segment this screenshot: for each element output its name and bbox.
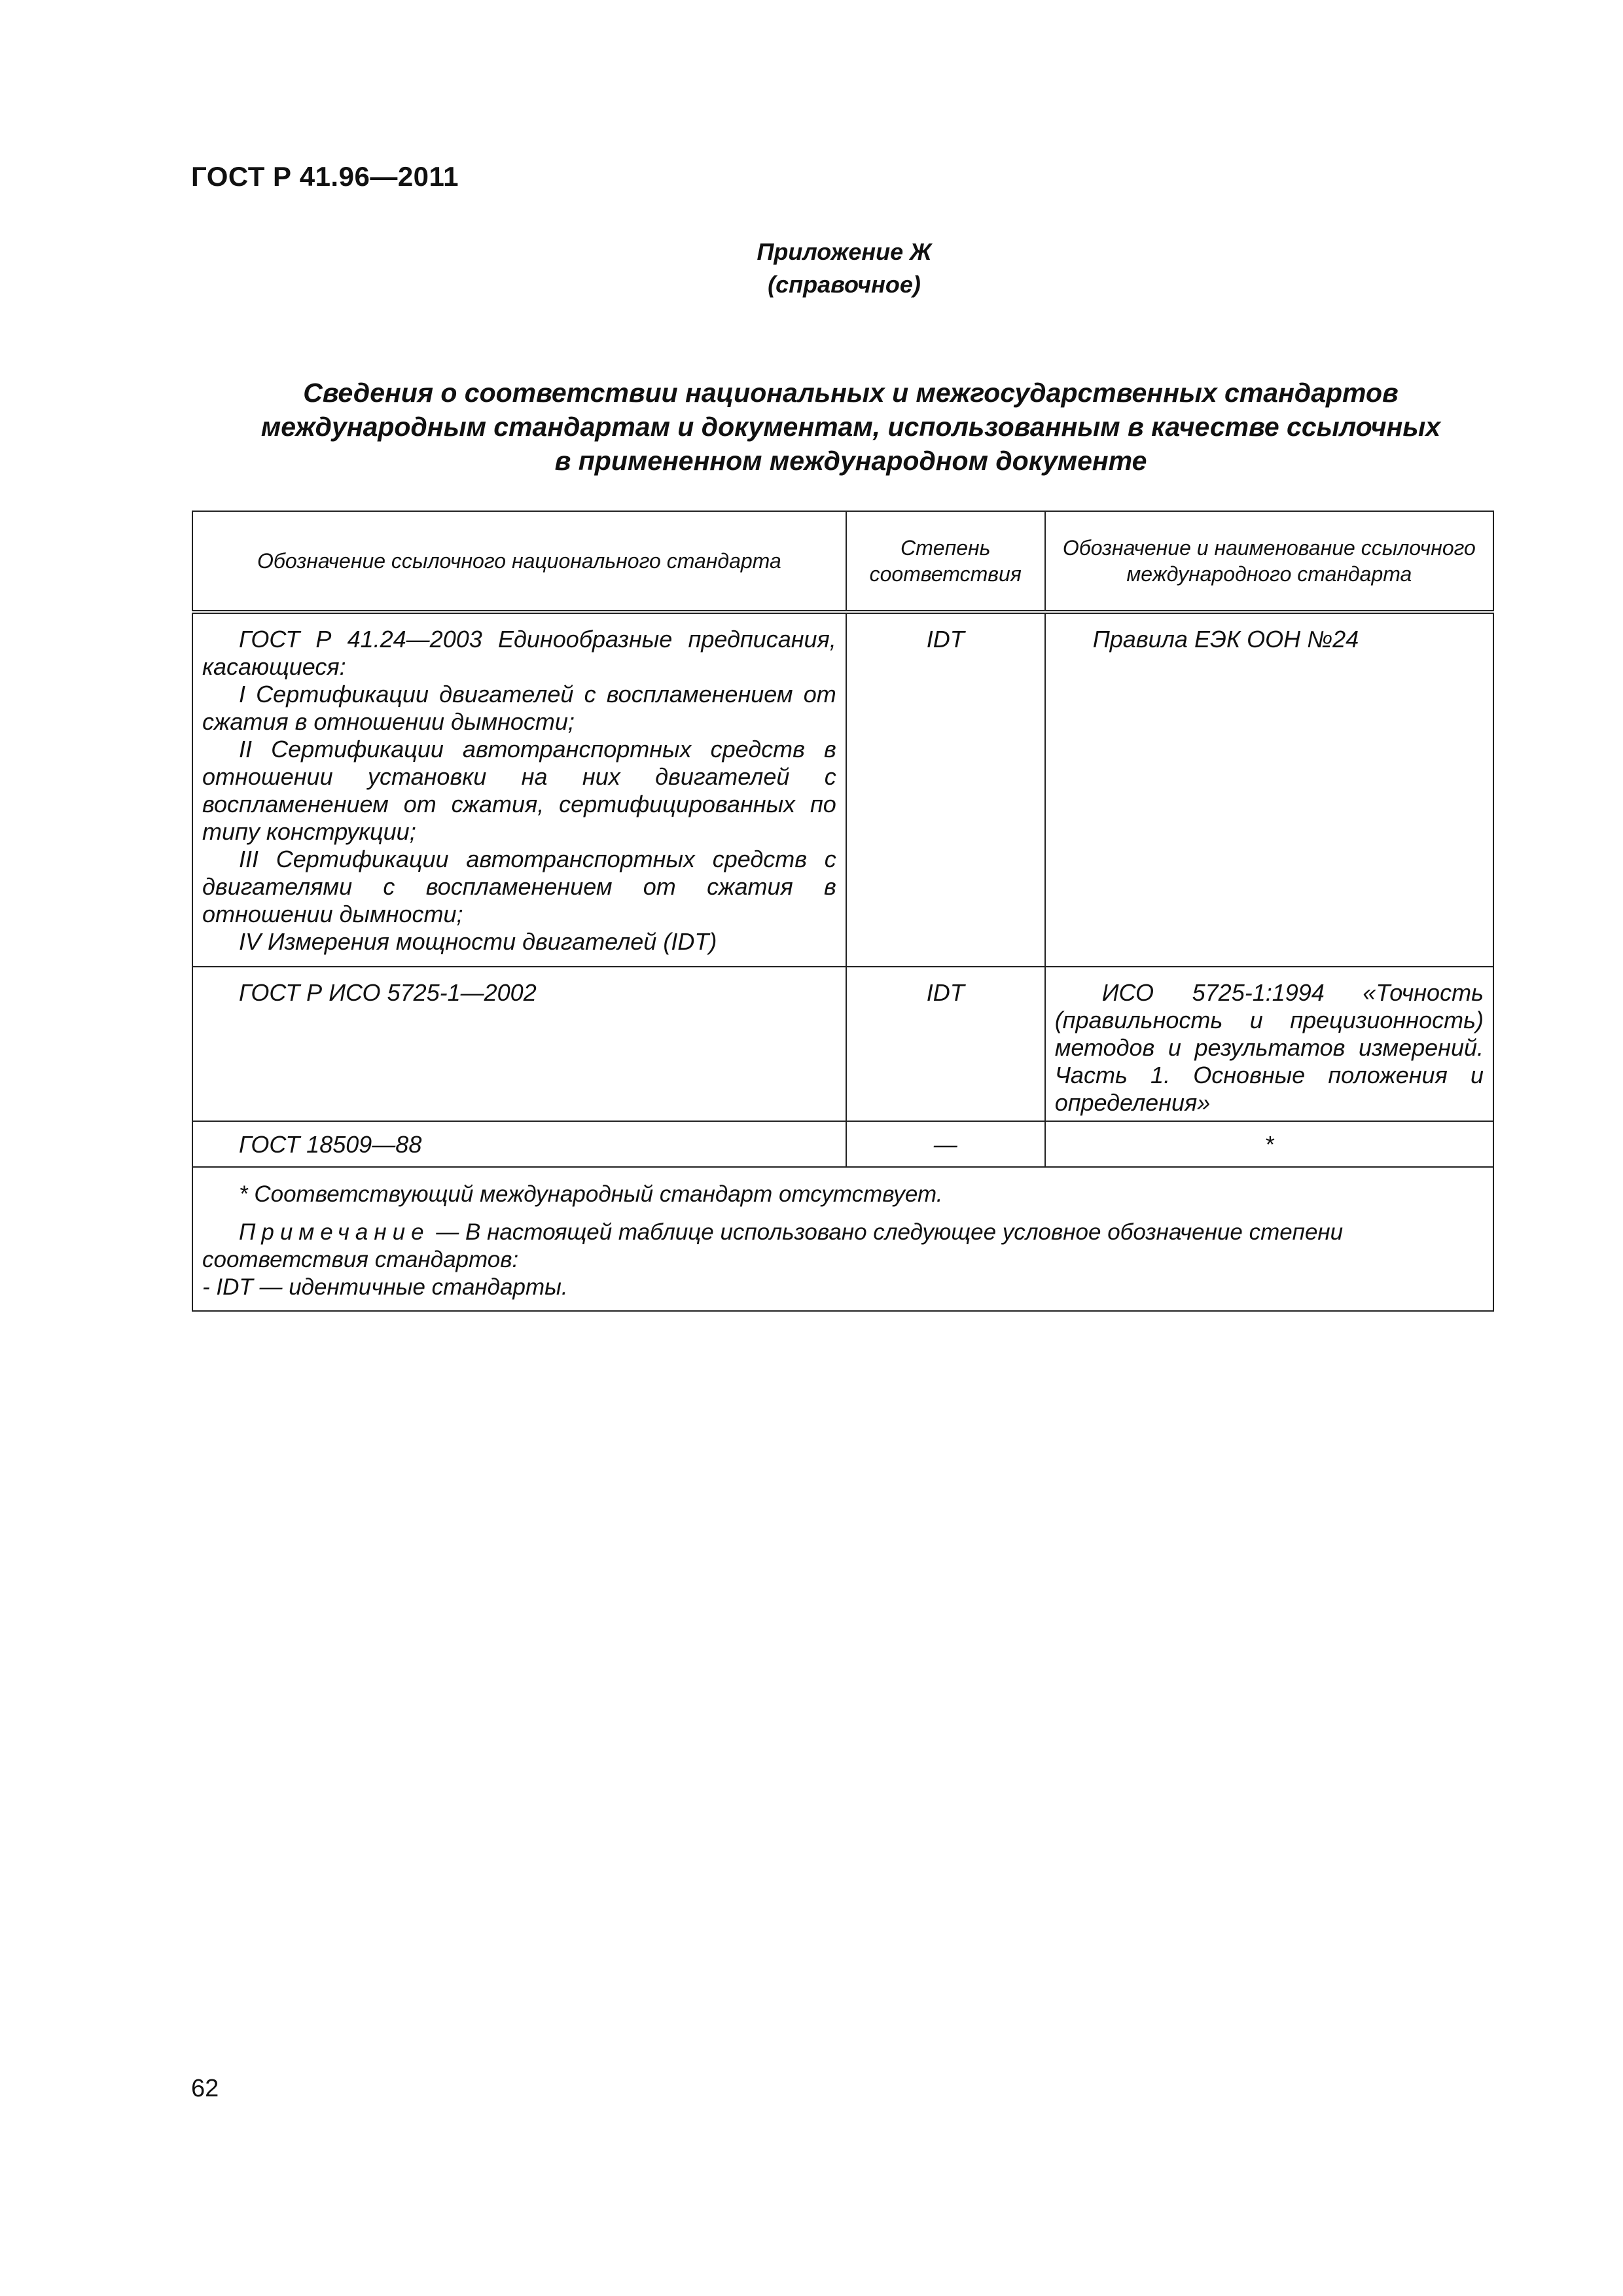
national-text: ГОСТ 18509—88 — [239, 1131, 422, 1158]
international-text: ИСО 5725-1:1994 «Точность (правильность и прецизионность) методов и результатов измерений. Часть 1. Основные положения и определения» — [1054, 979, 1484, 1116]
table-notes-row — [192, 1167, 1493, 1311]
national-paragraph: IV Измерения мощности двигателей (IDT) — [239, 928, 717, 955]
national-paragraph: II Сертификации автотранспортных средств в отношении установки на них двигателей с воспламенением от сжатия, сертифицированных по типу конструкции; — [202, 736, 836, 845]
note-text: — В настоящей таблице использовано следующее условное обозначение степени соответствия стандартов: — [202, 1219, 1344, 1272]
national-text: ГОСТ Р ИСО 5725-1—2002 — [239, 979, 537, 1006]
table-notes — [192, 1167, 1493, 1311]
note-label: Примечание — [239, 1219, 430, 1245]
document-code: ГОСТ Р 41.96—2011 — [191, 161, 459, 192]
note-item: - IDT — идентичные стандарты. — [202, 1274, 568, 1300]
header-national-standard: Обозначение ссылочного национального стандарта — [192, 511, 846, 612]
table-header-row — [192, 511, 1493, 612]
annex-heading — [648, 236, 1041, 301]
cell-national-standard — [192, 1121, 846, 1167]
national-paragraph: ГОСТ Р 41.24—2003 Единообразные предписания, касающиеся: — [202, 626, 836, 680]
cell-national-standard — [192, 612, 846, 967]
header-international-standard: Обозначение и наименование ссылочного международного стандарта — [1045, 511, 1493, 612]
title-line-1: Сведения о соответствии национальных и межгосударственных стандартов — [303, 378, 1399, 408]
cell-degree: IDT — [846, 612, 1045, 967]
cell-degree: — — [846, 1121, 1045, 1167]
cell-degree: IDT — [846, 967, 1045, 1121]
cell-international-standard: * — [1045, 1121, 1493, 1167]
cell-international-standard — [1045, 967, 1493, 1121]
footnote: * Соответствующий международный стандарт отсутствует. — [239, 1181, 943, 1207]
cell-national-standard — [192, 967, 846, 1121]
note — [202, 1219, 1484, 1274]
table-row — [192, 967, 1493, 1121]
annex-label: Приложение Ж — [757, 238, 932, 265]
national-paragraph: I Сертификации двигателей с воспламенением от сжатия в отношении дымности; — [202, 681, 836, 735]
header-degree: Степень соответствия — [846, 511, 1045, 612]
table-row — [192, 612, 1493, 967]
annex-type: (справочное) — [768, 271, 921, 298]
title-line-2: международным стандартам и документам, использованным в качестве ссылочных — [260, 412, 1441, 442]
title-line-3: в примененном международном документе — [554, 446, 1147, 476]
section-title — [196, 376, 1505, 478]
reference-standards-table — [192, 511, 1494, 1312]
table-row — [192, 1121, 1493, 1167]
page-number: 62 — [191, 2075, 219, 2102]
national-paragraph: III Сертификации автотранспортных средств с двигателями с воспламенением от сжатия в отношении дымности; — [202, 846, 836, 927]
cell-international-standard: Правила ЕЭК ООН №24 — [1045, 612, 1493, 967]
